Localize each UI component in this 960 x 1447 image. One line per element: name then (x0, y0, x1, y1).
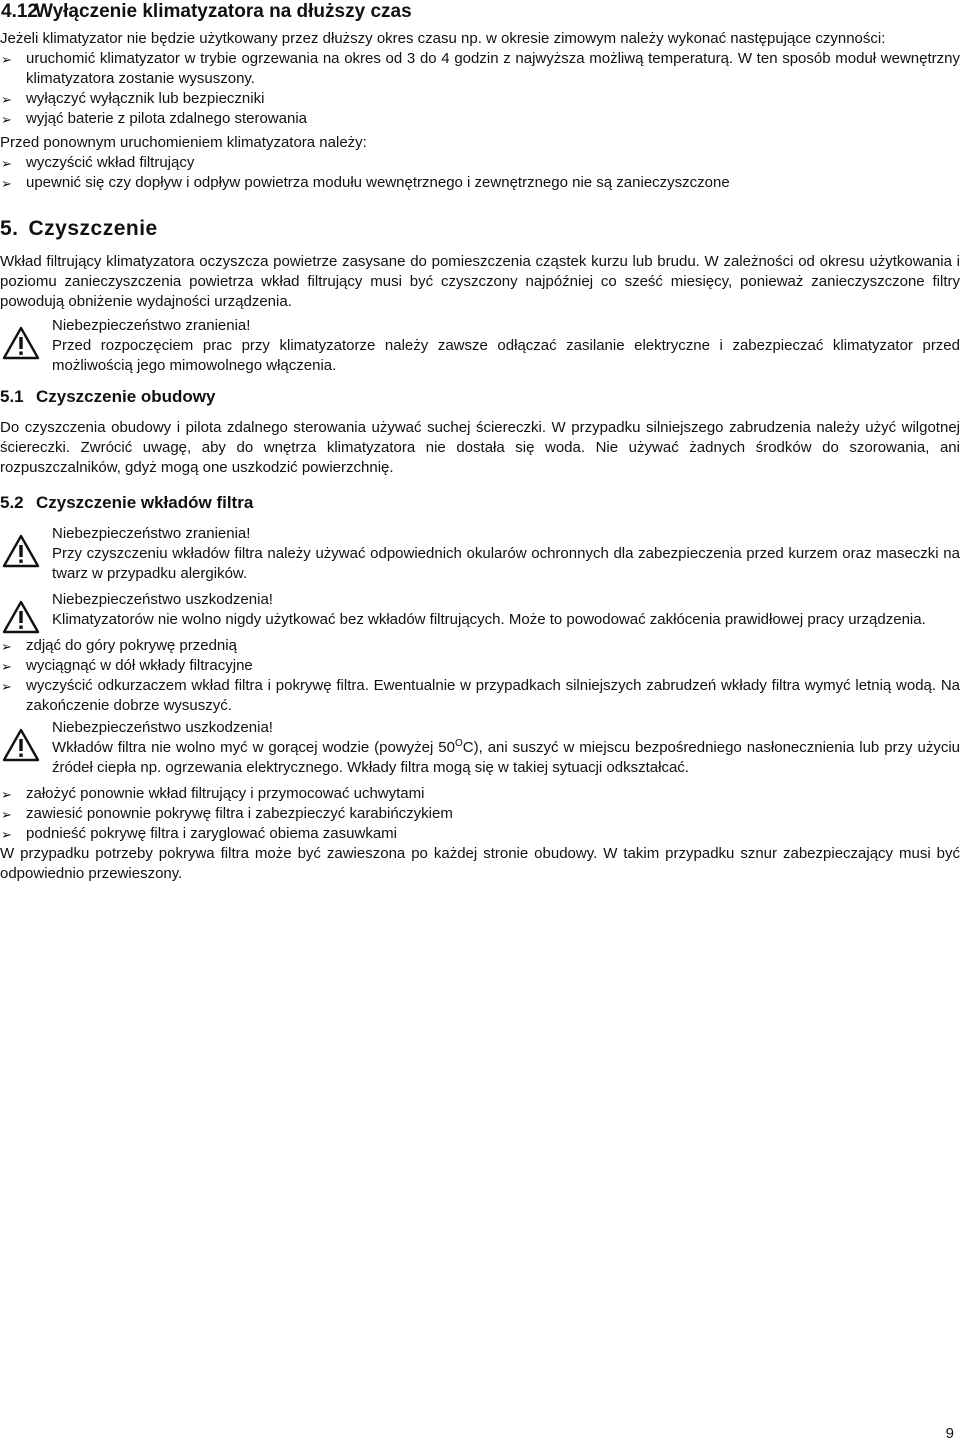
section-number: 5.2 (0, 493, 24, 512)
arrow-bullet-icon: ➢ (1, 112, 12, 127)
list-item: ➢ zawiesić ponownie pokrywę filtra i zabezpieczyć karabińczykiem (0, 804, 960, 824)
section-title: Czyszczenie obudowy (36, 387, 216, 406)
list-item: ➢ wyciągnąć w dół wkłady filtracyjne (0, 656, 960, 676)
restart-steps-list (0, 153, 960, 193)
warning-block (0, 316, 960, 376)
warning-triangle-icon (2, 534, 40, 568)
closing-text: W przypadku potrzeby pokrywa filtra może być zawieszona po każdej stronie obudowy. W takim przypadku sznur zabezpieczający musi być odpowiednio przewieszony. (0, 845, 960, 882)
arrow-bullet-icon: ➢ (1, 679, 12, 694)
arrow-bullet-icon: ➢ (1, 92, 12, 107)
list-item: ➢ wyczyścić wkład filtrujący (0, 153, 960, 173)
section-4-12-heading (0, 0, 960, 24)
warning-text: Przy czyszczeniu wkładów filtra należy używać odpowiednich okularów ochronnych dla zabezpieczenia przed kurzem oraz maseczki na twarz w przypadku alergików. (52, 545, 960, 582)
arrow-bullet-icon: ➢ (1, 787, 12, 802)
section-number: 5. (0, 217, 19, 240)
list-item: ➢ założyć ponownie wkład filtrujący i przymocować uchwytami (0, 784, 960, 804)
warning-triangle-icon (2, 326, 40, 360)
arrow-bullet-icon: ➢ (1, 659, 12, 674)
list-item: ➢ uruchomić klimatyzator w trybie ogrzewania na okres od 3 do 4 godzin z najwyższa możliwą temperaturą. W ten sposób moduł wewnętrzny klimatyzatora zostanie wysuszony. (1, 50, 960, 87)
warning-text: Przed rozpoczęciem prac przy klimatyzatorze należy zawsze odłączać zasilanie elektryczne i zabezpieczać klimatyzator przed możliwością jego mimowolnego włączenia. (52, 337, 960, 374)
section-5-intro: Wkład filtrujący klimatyzatora oczyszcza powietrze zasysane do pomieszczenia cząstek kurzu lub brudu. W zależności od okresu użytkowania i poziomu zanieczyszczenia powietrza wkład filtrujący musi być czyszczony najpóźniej co sześć miesięcy, ponieważ zanieczyszczone filtry powodują obniżenie wydajności urządzenia. (0, 253, 960, 310)
section-5-1-text: Do czyszczenia obudowy i pilota zdalnego sterowania używać suchej ściereczki. W przypadku silniejszego zabrudzenia należy użyć wilgotnej ściereczki. Zwrócić uwagę, aby do wnętrza klimatyzatora nie dostała się woda. Nie używać żadnych środków do szorowania, ani rozpuszczalników, gdyż mogą one uszkodzić powierzchnię. (0, 419, 960, 476)
list-item: ➢ wyjąć baterie z pilota zdalnego sterowania (0, 109, 960, 129)
page-number: 9 (945, 1425, 954, 1442)
section-title: Wyłączenie klimatyzatora na dłuższy czas (35, 1, 412, 22)
warning-title: Niebezpieczeństwo uszkodzenia! (52, 719, 273, 736)
list-item: ➢ wyłączyć wyłącznik lub bezpieczniki (0, 89, 960, 109)
warning-title: Niebezpieczeństwo zranienia! (52, 525, 251, 542)
list-item: ➢ zdjąć do góry pokrywę przednią (0, 636, 960, 656)
warning-block (0, 590, 960, 630)
section-number: 5.1 (0, 387, 24, 406)
warning-block (0, 524, 960, 584)
warning-title: Niebezpieczeństwo uszkodzenia! (52, 591, 273, 608)
arrow-bullet-icon: ➢ (1, 827, 12, 842)
section-5-heading (0, 216, 960, 242)
shutdown-steps-list (0, 49, 960, 129)
list-item: ➢ wyczyścić odkurzaczem wkład filtra i pokrywę filtra. Ewentualnie w przypadkach silniejszych zabrudzeń wkłady filtra wymyć letnią wodą. Na zakończenie dobrze wysuszyć. (1, 677, 960, 714)
arrow-bullet-icon: ➢ (1, 176, 12, 191)
warning-block (0, 718, 960, 778)
arrow-bullet-icon: ➢ (1, 639, 12, 654)
warning-title: Niebezpieczeństwo zranienia! (52, 317, 251, 334)
filter-cleaning-steps-list (0, 636, 960, 716)
section-number: 4.12 (1, 1, 38, 22)
section-4-12-intro: Jeżeli klimatyzator nie będzie użytkowany przez dłuższy okres czasu np. w okresie zimowym należy wykonać następujące czynności: (0, 30, 886, 47)
arrow-bullet-icon: ➢ (1, 807, 12, 822)
section-5-1-heading (0, 386, 960, 408)
before-restart-text: Przed ponownym uruchomieniem klimatyzatora należy: (0, 134, 367, 151)
arrow-bullet-icon: ➢ (1, 52, 12, 67)
list-item: ➢ podnieść pokrywę filtra i zaryglować obiema zasuwkami (0, 824, 960, 844)
arrow-bullet-icon: ➢ (1, 156, 12, 171)
section-title: Czyszczenie wkładów filtra (36, 493, 254, 512)
warning-triangle-icon (2, 728, 40, 762)
warning-triangle-icon (2, 600, 40, 634)
section-5-2-heading (0, 492, 960, 514)
degree-mark: O (454, 738, 463, 749)
list-item: ➢ upewnić się czy dopływ i odpływ powietrza modułu wewnętrznego i zewnętrznego nie są zanieczyszczone (0, 173, 960, 193)
warning-text: Wkładów filtra nie wolno myć w gorącej wodzie (powyżej $50^OC$), ani suszyć w miejscu bezpośredniego nasłonecznienia lub przy użyciu źródeł ciepła np. ogrzewania elektrycznego. Wkłady filtra mogą się w takiej sytuacji odkształcać. (52, 738, 960, 776)
section-title: Czyszczenie (28, 217, 158, 240)
warning-text: Klimatyzatorów nie wolno nigdy użytkować bez wkładów filtrujących. Może to powodować zakłócenia prawidłowej pracy urządzenia. (52, 611, 926, 628)
reassembly-steps-list (0, 784, 960, 844)
